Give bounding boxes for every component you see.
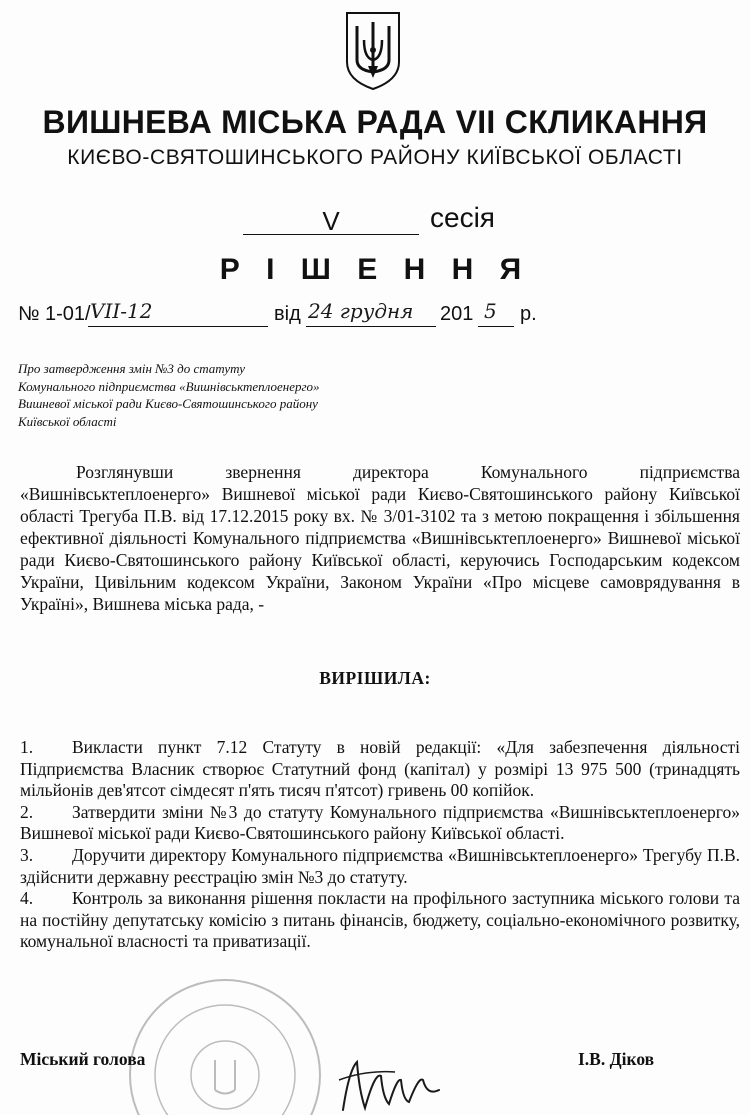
year-handwritten: 5 <box>484 299 497 323</box>
official-seal-icon <box>120 965 330 1115</box>
resolution-item <box>20 888 740 953</box>
decision-number-underline <box>88 326 268 327</box>
decision-number-handwritten: VII-12 <box>90 299 153 323</box>
subject-line: Київської області <box>18 413 117 429</box>
signatory-title: Міський голова <box>20 1049 146 1069</box>
resolution-item <box>20 737 740 802</box>
date-prefix: від <box>274 303 301 325</box>
item-text: Затвердити зміни №3 до статуту Комунального підприємства «Вишнівськтеплоенерго» Вишневої міської ради Києво-Святошинського району Київської області. <box>20 801 740 844</box>
council-name: ВИШНЕВА МІСЬКА РАДА VII СКЛИКАННЯ <box>42 104 708 140</box>
year-underline <box>478 326 514 327</box>
session-underline <box>243 234 419 235</box>
preamble-paragraph: Розглянувши звернення директора Комунального підприємства «Вишнівськтеплоенерго» Вишневої міської ради Києво-Святошинського району Київської області Трегуба П.В. від 17.12.2015 року вх. № 3/01-3102 та з метою покращення і збільшення ефективної діяльності Комунального підприємства «Вишнівськтеплоенерго» Вишневої міської ради Києво-Святошинського району Київської області, керуючись Господарським кодексом України, Цивільним кодексом України, Законом України «Про місцеве самоврядування в Україні», Вишнева міська рада, - <box>20 462 740 614</box>
subject-line: Комунального підприємства «Вишнівськтеплоенерго» <box>18 378 320 394</box>
year-suffix: р. <box>520 303 537 325</box>
session-number: V <box>322 206 340 236</box>
item-number: 3. <box>20 844 34 865</box>
district-name: КИЄВО-СВЯТОШИНСЬКОГО РАЙОНУ КИЇВСЬКОЇ ОБЛАСТІ <box>67 146 683 169</box>
date-underline <box>306 326 436 327</box>
resolved-heading: ВИРІШИЛА: <box>319 668 431 688</box>
decision-number-prefix: № 1-01/ <box>18 303 91 325</box>
session-label: сесія <box>430 202 495 233</box>
date-handwritten: 24 грудня <box>308 299 414 323</box>
coat-of-arms-icon <box>344 10 402 92</box>
resolution-items <box>20 737 740 953</box>
document-title: Р І Ш Е Н Н Я <box>219 253 531 286</box>
subject-line: Про затвердження змін №3 до статуту <box>18 361 245 376</box>
item-text: Викласти пункт 7.12 Статуту в новій редакції: «Для забезпечення діяльності Підприємства Власник створює Статутний фонд (капітал) у розмірі 13 975 500 (тринадцять мільйонів дев'ятсот сімдесят п'ять тисяч п'ятсот) гривень 00 копійок. <box>20 737 740 801</box>
decision-subject <box>18 360 438 430</box>
item-number: 4. <box>20 888 34 909</box>
item-text: Контроль за виконання рішення покласти на профільного заступника міського голови та на постійну депутатську комісію з питань фінансів, бюджету, соціально-економічного розвитку, комунальної власності та приватизації. <box>20 888 740 952</box>
subject-line: Вишневої міської ради Києво-Святошинського району <box>18 396 318 411</box>
item-number: 2. <box>20 801 34 822</box>
resolution-item <box>20 845 740 888</box>
signatory-name: І.В. Діков <box>578 1049 655 1069</box>
item-text: Доручити директору Комунального підприємства «Вишнівськтеплоенерго» Трегубу П.В. здійснити державну реєстрацію змін №3 до статуту. <box>20 844 740 887</box>
resolution-item <box>20 802 740 845</box>
handwritten-signature <box>335 1050 445 1115</box>
item-number: 1. <box>20 737 34 757</box>
year-prefix: 201 <box>440 303 474 325</box>
